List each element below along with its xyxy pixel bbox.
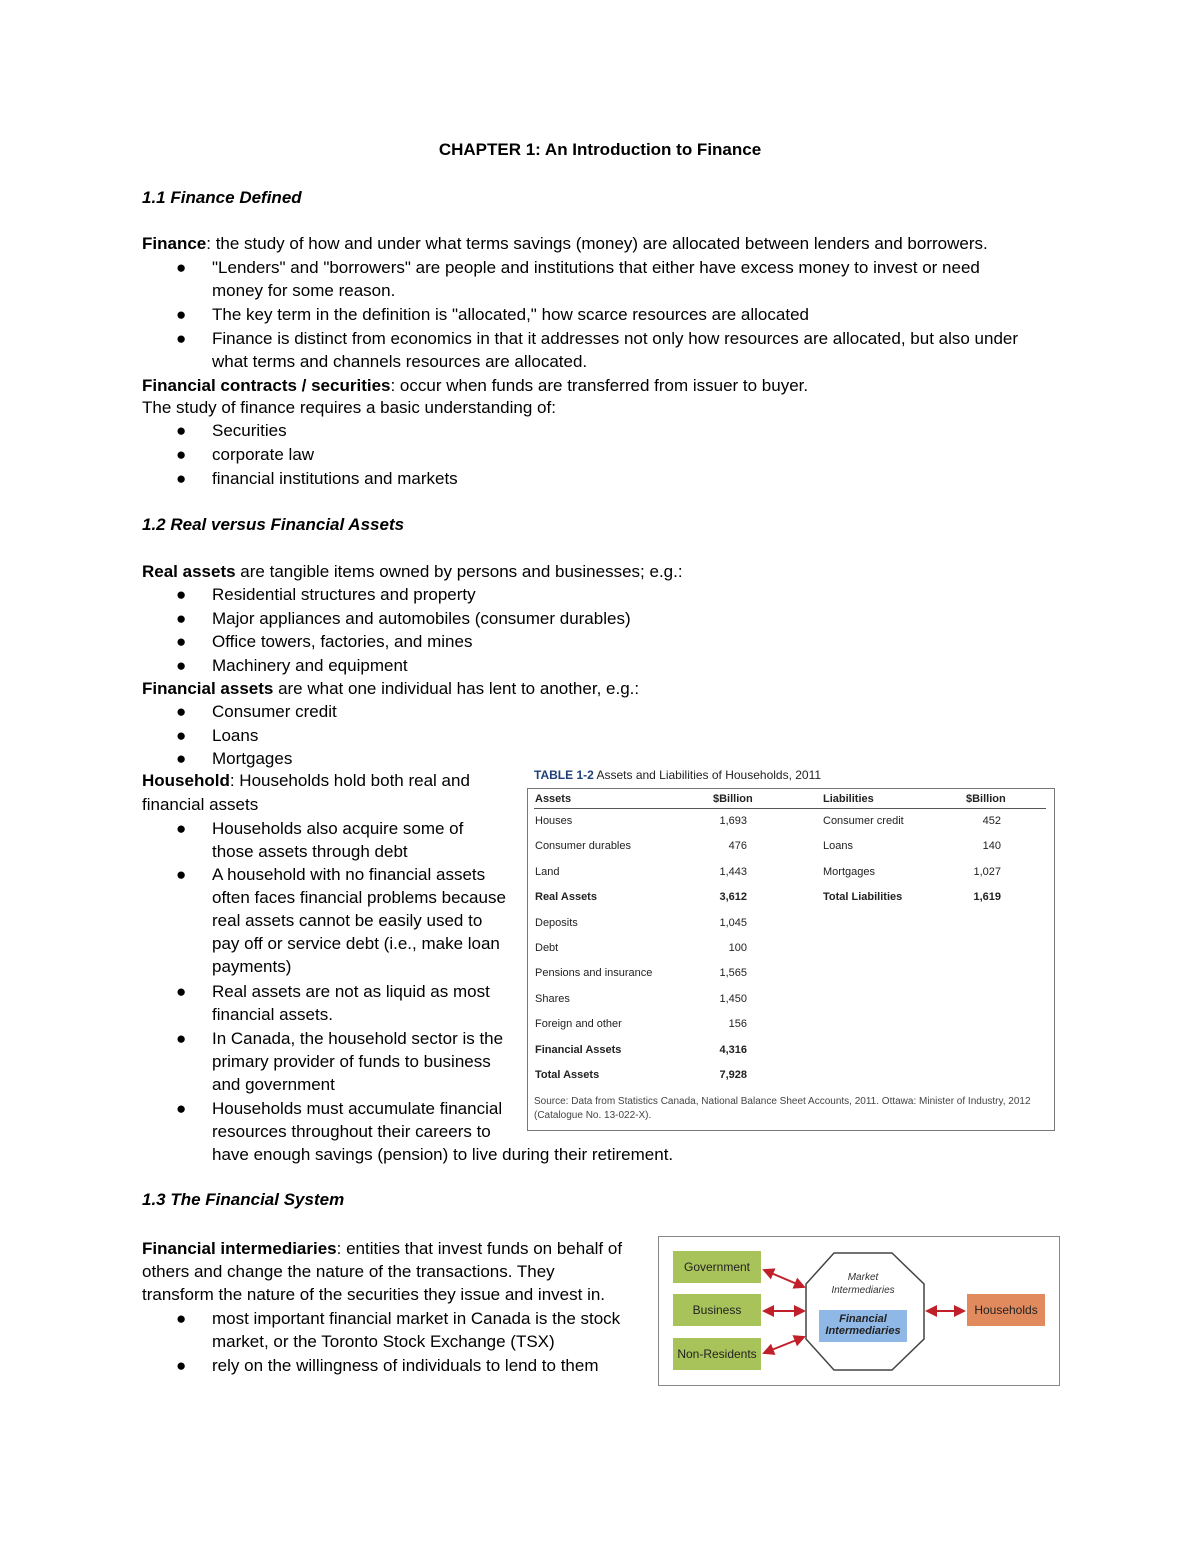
contracts-definition (142, 374, 808, 397)
contracts-term: Financial contracts / securities (142, 376, 391, 395)
study-line: The study of finance requires a basic understanding of: (142, 398, 556, 417)
non-residents-box: Non-Residents (673, 1338, 761, 1370)
table-cell-asset-name: Total Assets (535, 1069, 600, 1081)
table-cell-asset-name: Debt (535, 942, 559, 954)
bullet-line: Machinery and equipment (212, 656, 408, 675)
table-cell-asset-name: Shares (535, 992, 570, 1005)
bullet-line: market, or the Toronto Stock Exchange (TSX) (212, 1332, 555, 1351)
financial-assets-def-text: are what one individual has lent to another, e.g.: (273, 679, 640, 698)
bullet-icon: ● (176, 445, 187, 464)
table-header: $Billion (966, 793, 1006, 805)
bullet-line: payments) (212, 957, 292, 976)
section-heading-1-3: 1.3 The Financial System (142, 1190, 345, 1209)
household-definition (142, 769, 470, 792)
arrow-non-residents (764, 1337, 804, 1353)
table-label: TABLE 1-2 (534, 768, 594, 782)
bullet-icon: ● (176, 632, 187, 651)
table-cell-asset-name: Land (535, 865, 560, 878)
assets-liabilities-table (527, 788, 1055, 1131)
financial-intermediaries-box: Financial Intermediaries (819, 1310, 907, 1342)
table-cell-liability-name: Total Liabilities (823, 891, 903, 904)
bullet-line: Real assets are not as liquid as most (212, 982, 490, 1001)
bullet-line: corporate law (212, 445, 315, 464)
table-cell-liability-name: Loans (823, 840, 853, 853)
market-intermediaries-label: Market Intermediaries (831, 1272, 895, 1296)
bullet-line: most important financial market in Canada is the stock (212, 1309, 621, 1328)
bullet-line: Office towers, factories, and mines (212, 632, 473, 651)
bullet-line: Major appliances and automobiles (consumer durables) (212, 609, 631, 628)
table-cell-asset-name: Financial Assets (535, 1043, 622, 1056)
bullet-line: primary provider of funds to business (212, 1052, 491, 1071)
fi-def-text: : entities that invest funds on behalf of (336, 1239, 623, 1258)
table-cell-liability-value: 452 (982, 815, 1001, 827)
table-cell-liability-name: Consumer credit (823, 815, 904, 827)
table-cell-asset-value: 1,443 (719, 865, 747, 878)
table-cell-liability-value: 1,619 (973, 891, 1001, 904)
table-cell-asset-name: Real Assets (535, 891, 597, 904)
fi-term: Financial intermediaries (142, 1239, 337, 1258)
households-box: Households (967, 1294, 1045, 1326)
bullet-line: Households must accumulate financial (212, 1099, 503, 1118)
bullet-icon: ● (176, 1309, 187, 1328)
table-cell-asset-value: 100 (728, 942, 747, 954)
bullet-line: Loans (212, 726, 259, 745)
table-header: Assets (535, 793, 572, 805)
financial-system-diagram (658, 1236, 1060, 1386)
section-heading-1-2: 1.2 Real versus Financial Assets (142, 515, 405, 534)
bullet-line: what terms and channels resources are allocated. (212, 352, 588, 371)
bullet-line: resources throughout their careers to (212, 1122, 491, 1141)
bullet-line: financial institutions and markets (212, 469, 458, 488)
bullet-icon: ● (176, 1356, 187, 1375)
bullet-icon: ● (176, 329, 187, 348)
bullet-icon: ● (176, 258, 187, 277)
table-header: Liabilities (823, 793, 874, 805)
bullet-icon: ● (176, 726, 187, 745)
table-caption (534, 768, 821, 782)
household-def-line-2: financial assets (142, 795, 259, 814)
real-assets-def-text: are tangible items owned by persons and businesses; e.g.: (235, 562, 683, 581)
bullet-icon: ● (176, 305, 187, 324)
finance-definition (142, 232, 988, 255)
bullet-icon: ● (176, 421, 187, 440)
bullet-icon: ● (176, 819, 187, 838)
bullet-icon: ● (176, 656, 187, 675)
finance-def-text: : the study of how and under what terms savings (money) are allocated between lenders and borrowers. (206, 234, 988, 253)
financial-assets-definition (142, 677, 639, 700)
bullet-line: have enough savings (pension) to live during their retirement. (212, 1145, 674, 1164)
table-cell-asset-value: 3,612 (719, 891, 747, 904)
bullet-icon: ● (176, 865, 187, 884)
bullet-line: Finance is distinct from economics in that it addresses not only how resources are allocated, but also under (212, 329, 1019, 348)
bullet-icon: ● (176, 749, 187, 768)
bullet-icon: ● (176, 982, 187, 1001)
table-cell-asset-name: Pensions and insurance (535, 967, 653, 980)
bullet-line: rely on the willingness of individuals to lend to them (212, 1356, 599, 1375)
table-divider (534, 808, 1046, 809)
table-cell-asset-name: Consumer durables (535, 840, 631, 853)
bullet-line: those assets through debt (212, 842, 408, 861)
bullet-line: Mortgages (212, 749, 293, 768)
contracts-def-text: : occur when funds are transferred from issuer to buyer. (390, 376, 809, 395)
bullet-line: pay off or service debt (i.e., make loan (212, 934, 500, 953)
table-cell-asset-value: 7,928 (719, 1069, 747, 1081)
table-source: Source: Data from Statistics Canada, National Balance Sheet Accounts, 2011. Ottawa: Minister of Industry, 2012 (Catalogue No. 13-022-X). (534, 1096, 1031, 1121)
bullet-line: real assets cannot be easily used to (212, 911, 483, 930)
household-term: Household (142, 771, 230, 790)
bullet-line: The key term in the definition is "allocated," how scarce resources are allocated (212, 305, 809, 324)
table-cell-asset-value: 476 (728, 840, 747, 853)
bullet-icon: ● (176, 1029, 187, 1048)
fi-def-line: transform the nature of the securities they issue and invest in. (142, 1285, 606, 1304)
table-cell-liability-value: 140 (982, 840, 1001, 853)
section-heading-1-1: 1.1 Finance Defined (142, 188, 302, 207)
page-title: CHAPTER 1: An Introduction to Finance (438, 140, 762, 159)
table-cell-asset-name: Foreign and other (535, 1018, 622, 1031)
bullet-icon: ● (176, 702, 187, 721)
bullet-line: A household with no financial assets (212, 865, 486, 884)
government-box: Government (673, 1251, 761, 1283)
table-caption-text: Assets and Liabilities of Households, 2011 (593, 768, 822, 782)
bullet-line: Households also acquire some of (212, 819, 464, 838)
real-assets-term: Real assets (142, 562, 236, 581)
fi-def-line: others and change the nature of the transactions. They (142, 1262, 555, 1281)
table-cell-asset-value: 1,045 (719, 916, 747, 929)
financial-assets-term: Financial assets (142, 679, 274, 698)
household-def-text: : Households hold both real and (229, 771, 470, 790)
table-cell-asset-value: 1,693 (719, 815, 747, 827)
table-cell-liability-value: 1,027 (973, 865, 1001, 878)
real-assets-definition (142, 560, 683, 583)
table-cell-asset-value: 1,450 (719, 992, 747, 1005)
bullet-icon: ● (176, 469, 187, 488)
bullet-icon: ● (176, 1099, 187, 1118)
fi-definition (142, 1237, 622, 1260)
bullet-line: often faces financial problems because (212, 888, 506, 907)
table-cell-asset-name: Deposits (535, 916, 578, 929)
bullet-line: Securities (212, 421, 287, 440)
table-cell-asset-name: Houses (535, 815, 573, 827)
bullet-icon: ● (176, 609, 187, 628)
finance-term: Finance (142, 234, 207, 253)
table-header: $Billion (713, 793, 753, 805)
bullet-line: In Canada, the household sector is the (212, 1029, 504, 1048)
table-cell-asset-value: 1,565 (719, 967, 747, 980)
bullet-line: "Lenders" and "borrowers" are people and institutions that either have excess money to invest or need (212, 258, 980, 277)
table-cell-liability-name: Mortgages (823, 865, 875, 878)
table-cell-asset-value: 156 (728, 1018, 747, 1031)
table-cell-asset-value: 4,316 (719, 1043, 747, 1056)
arrow-government (764, 1270, 804, 1287)
bullet-icon: ● (176, 585, 187, 604)
bullet-line: financial assets. (212, 1005, 333, 1024)
bullet-line: and government (212, 1075, 335, 1094)
bullet-line: money for some reason. (212, 281, 396, 300)
bullet-line: Residential structures and property (212, 585, 476, 604)
bullet-line: Consumer credit (212, 702, 337, 721)
business-box: Business (673, 1294, 761, 1326)
